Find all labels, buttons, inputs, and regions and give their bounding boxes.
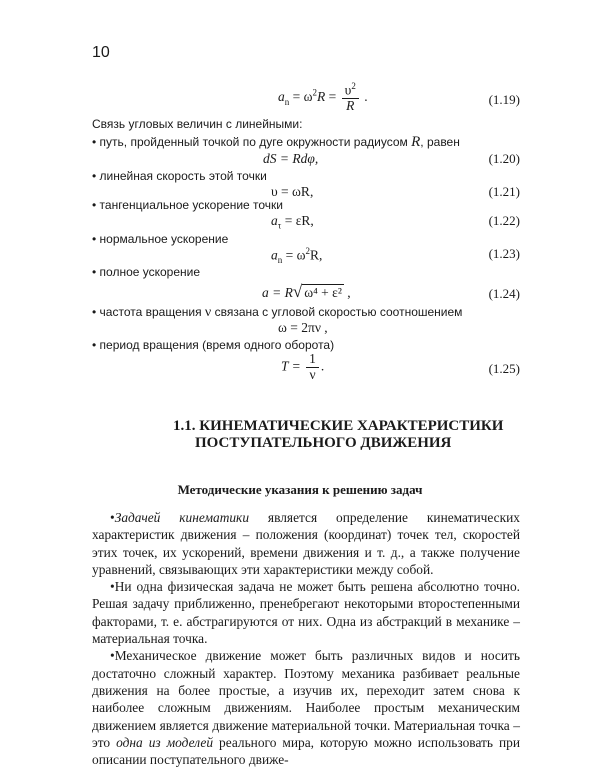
item-path: • путь, пройденный точкой по дуге окружности радиусом R, равен: [92, 134, 460, 150]
intro-text: Связь угловых величин с линейными:: [92, 117, 303, 131]
item-normal: • нормальное ускорение: [92, 232, 229, 246]
formula-frequency: ω = 2πν ,: [278, 320, 328, 335]
paragraph-1: •Задачей кинематики является определение кинематических характеристик движения – положения (координат) точек тел, скоростей этих точек, их ускорений, времени движения и т. д., а также получение уравнений, связывающих эти характеристики между собой.: [92, 510, 520, 577]
formula-1-23: $a_n = \omega^2R$,: [271, 246, 323, 266]
paragraph-3: •Механическое движение может быть различных видов и носить достаточно сложный характер. Поэтому механика разбивает реальные движения на более простые, а изучив их, переходит затем снова к наиболее сложным движениям. Наиболее простым механическим движением является движение материальной точки. Материальная точка – это одна из моделей реального мира, которую можно использовать при описании поступательного движе-: [92, 648, 521, 768]
paragraph-2: •Ни одна физическая задача не может быть решена абсолютно точно. Решая задачу приближенно, пренебрегают некоторыми второстепенными факторами, т. е. абстрагируются от них. Одна из абстракций в механике – материальная точка.: [92, 579, 520, 647]
equation-number-1-19: (1.19): [488, 92, 520, 107]
equation-number-1-23: (1.23): [488, 246, 520, 261]
body-text: [92, 509, 520, 768]
formula-1-20: dS = Rdφ,: [263, 151, 319, 166]
equation-number-1-21: (1.21): [488, 184, 520, 199]
item-tangential: • тангенциальное ускорение точки: [92, 198, 284, 212]
item-full: • полное ускорение: [92, 265, 201, 279]
formula-1-24: a = R√ ω⁴ + ε² ,: [262, 282, 351, 301]
equation-number-1-25: (1.25): [488, 361, 520, 376]
subheading: Методические указания к решению задач: [177, 482, 423, 497]
formula-1-22: $a_\tau = \varepsilon R$,: [271, 213, 314, 231]
item-frequency: • частота вращения ν связана с угловой скоростью соотношением: [92, 305, 463, 320]
formula-1-25: T = $\frac{1}{\nu}$ .: [281, 351, 325, 382]
item-period: • период вращения (время одного оборота): [92, 338, 335, 352]
section-heading: 1.1. КИНЕМАТИЧЕСКИЕ ХАРАКТЕРИСТИКИ ПОСТУПАТЕЛЬНОГО ДВИЖЕНИЯ: [173, 418, 504, 451]
item-linear-speed: • линейная скорость этой точки: [92, 169, 267, 183]
formula-1-19: $a_n = \omega^2R$ = $\frac{\upsilon^2}{R}$ .: [278, 81, 368, 114]
equation-number-1-22: (1.22): [488, 213, 520, 228]
equation-number-1-20: (1.20): [488, 151, 520, 166]
equation-number-1-24: (1.24): [488, 286, 520, 301]
page-number: 10: [92, 44, 110, 61]
formula-1-21: υ = ωR,: [271, 184, 314, 199]
